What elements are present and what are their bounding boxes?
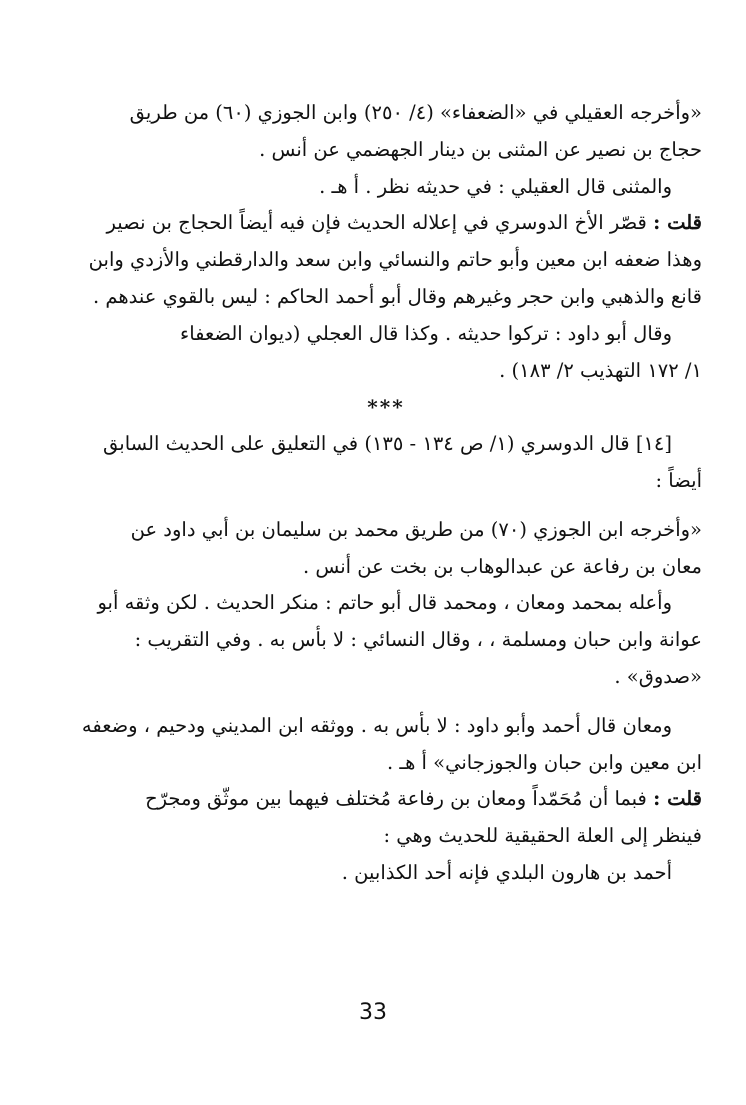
text-line: وقال أبو داود : تركوا حديثه . وكذا قال العجلي (ديوان الضعفاء [180,321,672,345]
text-line: معان بن رفاعة عن عبدالوهاب بن بخت عن أنس . [302,554,702,578]
text-line: أحمد بن هارون البلدي فإنه أحد الكذابين . [341,860,672,884]
text-line-content: فبما أن مُحَمّداً ومعان بن رفاعة مُختلف فيهما بين موثّق ومجرّح [145,787,647,811]
text-line [70,781,702,818]
text-line: وهذا ضعفه ابن معين وأبو حاتم والنسائي وابن سعد والدارقطني والأزدي وابن [88,248,702,272]
text-line-content: قصّر الأخ الدوسري في إعلاله الحديث فإن فيه أيضاً الحجاج بن نصير [106,211,647,235]
text-line: ابن معين وابن حبان والجوزجاني» أ هـ . [386,750,702,774]
text-line: قانع والذهبي وابن حجر وغيرهم وقال أبو أحمد الحاكم : ليس بالقوي عندهم . [93,284,702,308]
text-line: ١/ ١٧٢ التهذيب ٢/ ١٨٣) . [499,358,702,382]
text-line: أيضاً : [655,468,702,492]
text-line: وأعله بمحمد ومعان ، ومحمد قال أبو حاتم : منكر الحديث . لكن وثقه أبو [97,591,672,615]
page-number: 33 [359,1000,387,1025]
qult-label: قلت : [653,787,702,811]
text-line: «وأخرجه ابن الجوزي (٧٠) من طريق محمد بن سليمان بن أبي داود عن [130,517,702,541]
text-line: عوانة وابن حبان ومسلمة ، ، وقال النسائي : لا بأس به . وفي التقريب : [134,628,702,652]
qult-label: قلت : [653,211,702,235]
text-line: والمثنى قال العقيلي : في حديثه نظر . أ هـ . [319,174,672,198]
text-line: حجاج بن نصير عن المثنى بن دينار الجهضمي عن أنس . [259,137,702,161]
section-separator: *** [367,395,405,420]
text-line: [١٤] قال الدوسري (١/ ص ١٣٤ - ١٣٥) في التعليق على الحديث السابق [103,432,672,456]
text-line: ومعان قال أحمد وأبو داود : لا بأس به . ووثقه ابن المديني ودحيم ، وضعفه [81,713,672,737]
book-page-text [70,95,702,892]
text-line: فينظر إلى العلة الحقيقية للحديث وهي : [383,824,702,848]
text-line: «وأخرجه العقيلي في «الضعفاء» (٤/ ٢٥٠) وابن الجوزي (٦٠) من طريق [129,101,702,124]
text-line [70,205,702,242]
text-line: «صدوق» . [614,664,702,688]
